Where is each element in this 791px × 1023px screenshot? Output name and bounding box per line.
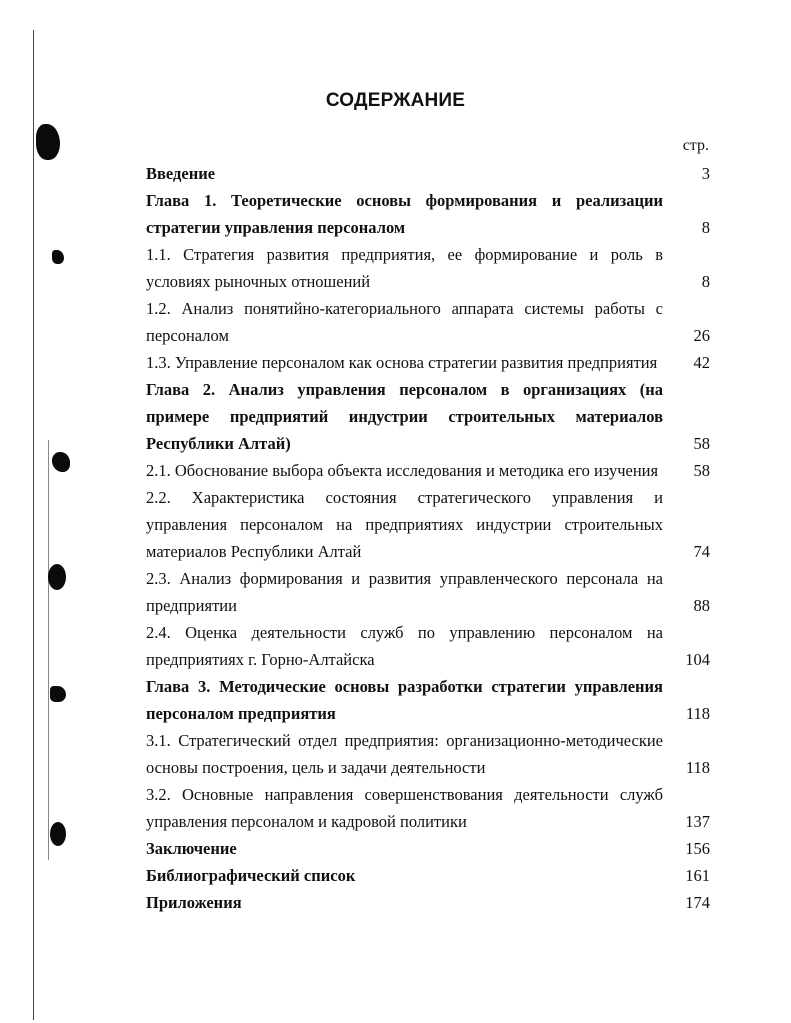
toc-entry-page: 88 bbox=[693, 596, 710, 615]
scan-blot bbox=[50, 686, 66, 702]
toc-entry-title: Глава 2. Анализ управления персоналом в организациях (на примере предприятий индустрии строительных материалов Республики Алтай) bbox=[146, 380, 663, 453]
toc-entry bbox=[146, 457, 710, 484]
toc-entry bbox=[146, 349, 710, 376]
toc-entry-title: Глава 3. Методические основы разработки стратегии управления персоналом предприятия bbox=[146, 677, 663, 723]
toc-entry bbox=[146, 862, 710, 889]
toc-entry-page: 8 bbox=[701, 272, 710, 291]
toc-entry-title: 1.3. Управление персоналом как основа стратегии развития предприятия bbox=[146, 353, 658, 372]
toc-entry-page: 118 bbox=[685, 758, 710, 777]
toc-entry-title: 2.4. Оценка деятельности служб по управлению персоналом на предприятиях г. Горно-Алтайска bbox=[146, 623, 663, 669]
toc-entry bbox=[146, 835, 710, 862]
toc-entry-page: 161 bbox=[685, 866, 710, 885]
toc-entry-page: 58 bbox=[693, 461, 710, 480]
page-title: СОДЕРЖАНИЕ bbox=[325, 90, 466, 111]
toc-entry-title: 3.1. Стратегический отдел предприятия: организационно-методические основы построения, цель и задачи деятельности bbox=[146, 731, 663, 777]
toc-entry-page: 58 bbox=[693, 434, 710, 453]
toc-entry-page: 3 bbox=[701, 164, 710, 183]
toc-entry-page: 104 bbox=[685, 650, 710, 669]
scan-blot bbox=[52, 250, 64, 264]
table-of-contents bbox=[146, 160, 710, 916]
toc-entry-title: Глава 1. Теоретические основы формирования и реализации стратегии управления персоналом bbox=[146, 191, 663, 237]
toc-entry bbox=[146, 160, 710, 187]
toc-entry bbox=[146, 565, 710, 619]
toc-entry-page: 42 bbox=[693, 353, 710, 372]
toc-entry-title: 3.2. Основные направления совершенствования деятельности служб управления персоналом и кадровой политики bbox=[146, 785, 663, 831]
toc-entry-title: Приложения bbox=[146, 893, 242, 912]
toc-entry bbox=[146, 376, 710, 457]
scan-edge-line-inner bbox=[48, 440, 49, 860]
scan-blot bbox=[36, 124, 60, 160]
toc-entry bbox=[146, 889, 710, 916]
scan-blot bbox=[48, 564, 66, 590]
toc-entry bbox=[146, 187, 710, 241]
toc-entry-page: 74 bbox=[693, 542, 710, 561]
toc-entry-page: 137 bbox=[685, 812, 710, 831]
scan-edge-line bbox=[33, 30, 34, 1020]
toc-entry bbox=[146, 781, 710, 835]
scan-blot bbox=[50, 822, 66, 846]
toc-entry bbox=[146, 295, 710, 349]
toc-entry bbox=[146, 727, 710, 781]
toc-entry-page: 118 bbox=[685, 704, 710, 723]
toc-entry-page: 26 bbox=[693, 326, 710, 345]
toc-entry-page: 156 bbox=[685, 839, 710, 858]
toc-entry-title: 1.1. Стратегия развития предприятия, ее формирование и роль в условиях рыночных отношений bbox=[146, 245, 663, 291]
toc-entry-title: Заключение bbox=[146, 839, 237, 858]
toc-entry-title: Библиографический список bbox=[146, 866, 356, 885]
toc-entry bbox=[146, 484, 710, 565]
toc-entry-title: 2.2. Характеристика состояния стратегического управления и управления персоналом на предприятиях индустрии строительных материалов Республики Алтай bbox=[146, 488, 663, 561]
toc-entry-page: 8 bbox=[701, 218, 710, 237]
toc-entry-title: 2.3. Анализ формирования и развития управленческого персонала на предприятии bbox=[146, 569, 663, 615]
scan-blot bbox=[52, 452, 70, 472]
toc-entry bbox=[146, 241, 710, 295]
toc-entry-title: Введение bbox=[146, 164, 216, 183]
toc-entry bbox=[146, 619, 710, 673]
toc-entry bbox=[146, 673, 710, 727]
toc-entry-title: 2.1. Обоснование выбора объекта исследования и методика его изучения bbox=[146, 461, 659, 480]
toc-entry-page: 174 bbox=[685, 893, 710, 912]
toc-entry-title: 1.2. Анализ понятийно-категориального аппарата системы работы с персоналом bbox=[146, 299, 663, 345]
page-number-column-header: стр. bbox=[682, 137, 709, 154]
